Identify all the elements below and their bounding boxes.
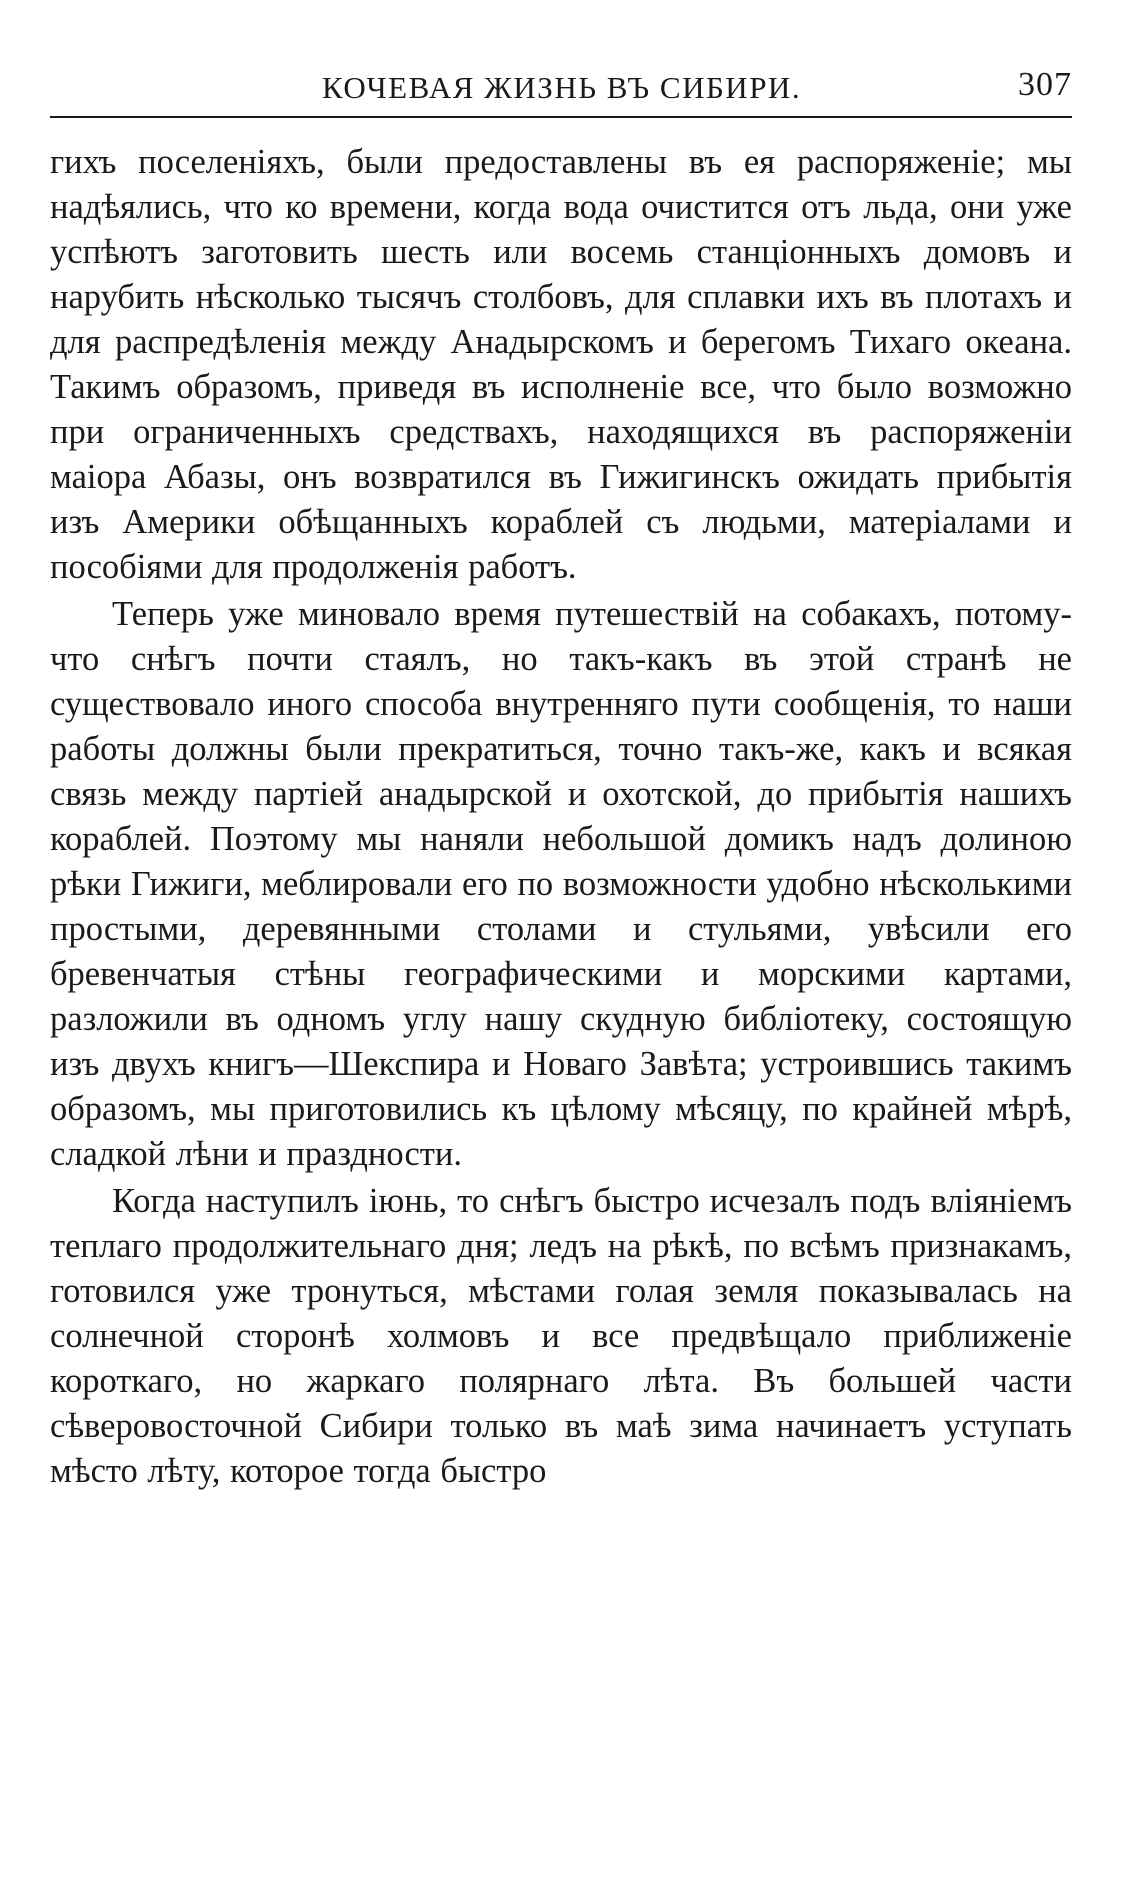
book-page: [50, 60, 1072, 1494]
paragraph-2: Теперь уже миновало время путешествій на собакахъ, потому-что снѣгъ почти стаялъ, но такъ-какъ въ этой странѣ не существовало иного способа внутренняго пути сообщенія, то наши работы должны были прекратиться, точно такъ-же, какъ и всякая связь между партіей анадырской и охотской, до прибытія нашихъ кораблей. Поэтому мы наняли небольшой домикъ надъ долиною рѣки Гижиги, меблировали его по возможности удобно нѣсколькими простыми, деревянными столами и стульями, увѣсили его бревенчатыя стѣны географическими и морскими картами, разложили въ одномъ углу нашу скудную библіотеку, состоящую изъ двухъ книгъ—Шекспира и Новаго Завѣта; устроившись такимъ образомъ, мы приготовились къ цѣлому мѣсяцу, по крайней мѣрѣ, сладкой лѣни и праздности.: [50, 595, 1072, 1173]
running-header: [50, 60, 1072, 118]
paragraph-3: Когда наступилъ іюнь, то снѣгъ быстро исчезалъ подъ вліяніемъ теплаго продолжительнаго дня; ледъ на рѣкѣ, по всѣмъ признакамъ, готовился уже тронуться, мѣстами голая земля показывалась на солнечной сторонѣ холмовъ и все предвѣщало приближеніе короткаго, но жаркаго полярнаго лѣта. Въ большей части сѣверовосточной Сибири только въ маѣ зима начинаетъ уступать мѣсто лѣту, которое тогда быстро: [50, 1182, 1072, 1490]
body-text: [50, 140, 1072, 1494]
running-title: КОЧЕВАЯ ЖИЗНЬ ВЪ СИБИРИ.: [322, 70, 802, 105]
paragraph-1: гихъ поселеніяхъ, были предоставлены въ ея распоряженіе; мы надѣялись, что ко времени, когда вода очистится отъ льда, они уже успѣютъ заготовить шесть или восемь станціонныхъ домовъ и нарубить нѣсколько тысячъ столбовъ, для сплавки ихъ въ плотахъ и для распредѣленія между Анадырскомъ и берегомъ Тихаго океана. Такимъ образомъ, приведя въ исполненіе все, что было возможно при ограниченныхъ средствахъ, находящихся въ распоряженіи маіора Абазы, онъ возвратился въ Гижигинскъ ожидать прибытія изъ Америки обѣщанныхъ кораблей съ людьми, матеріалами и пособіями для продолженія работъ.: [50, 143, 1072, 586]
page-number: 307: [1018, 66, 1072, 103]
